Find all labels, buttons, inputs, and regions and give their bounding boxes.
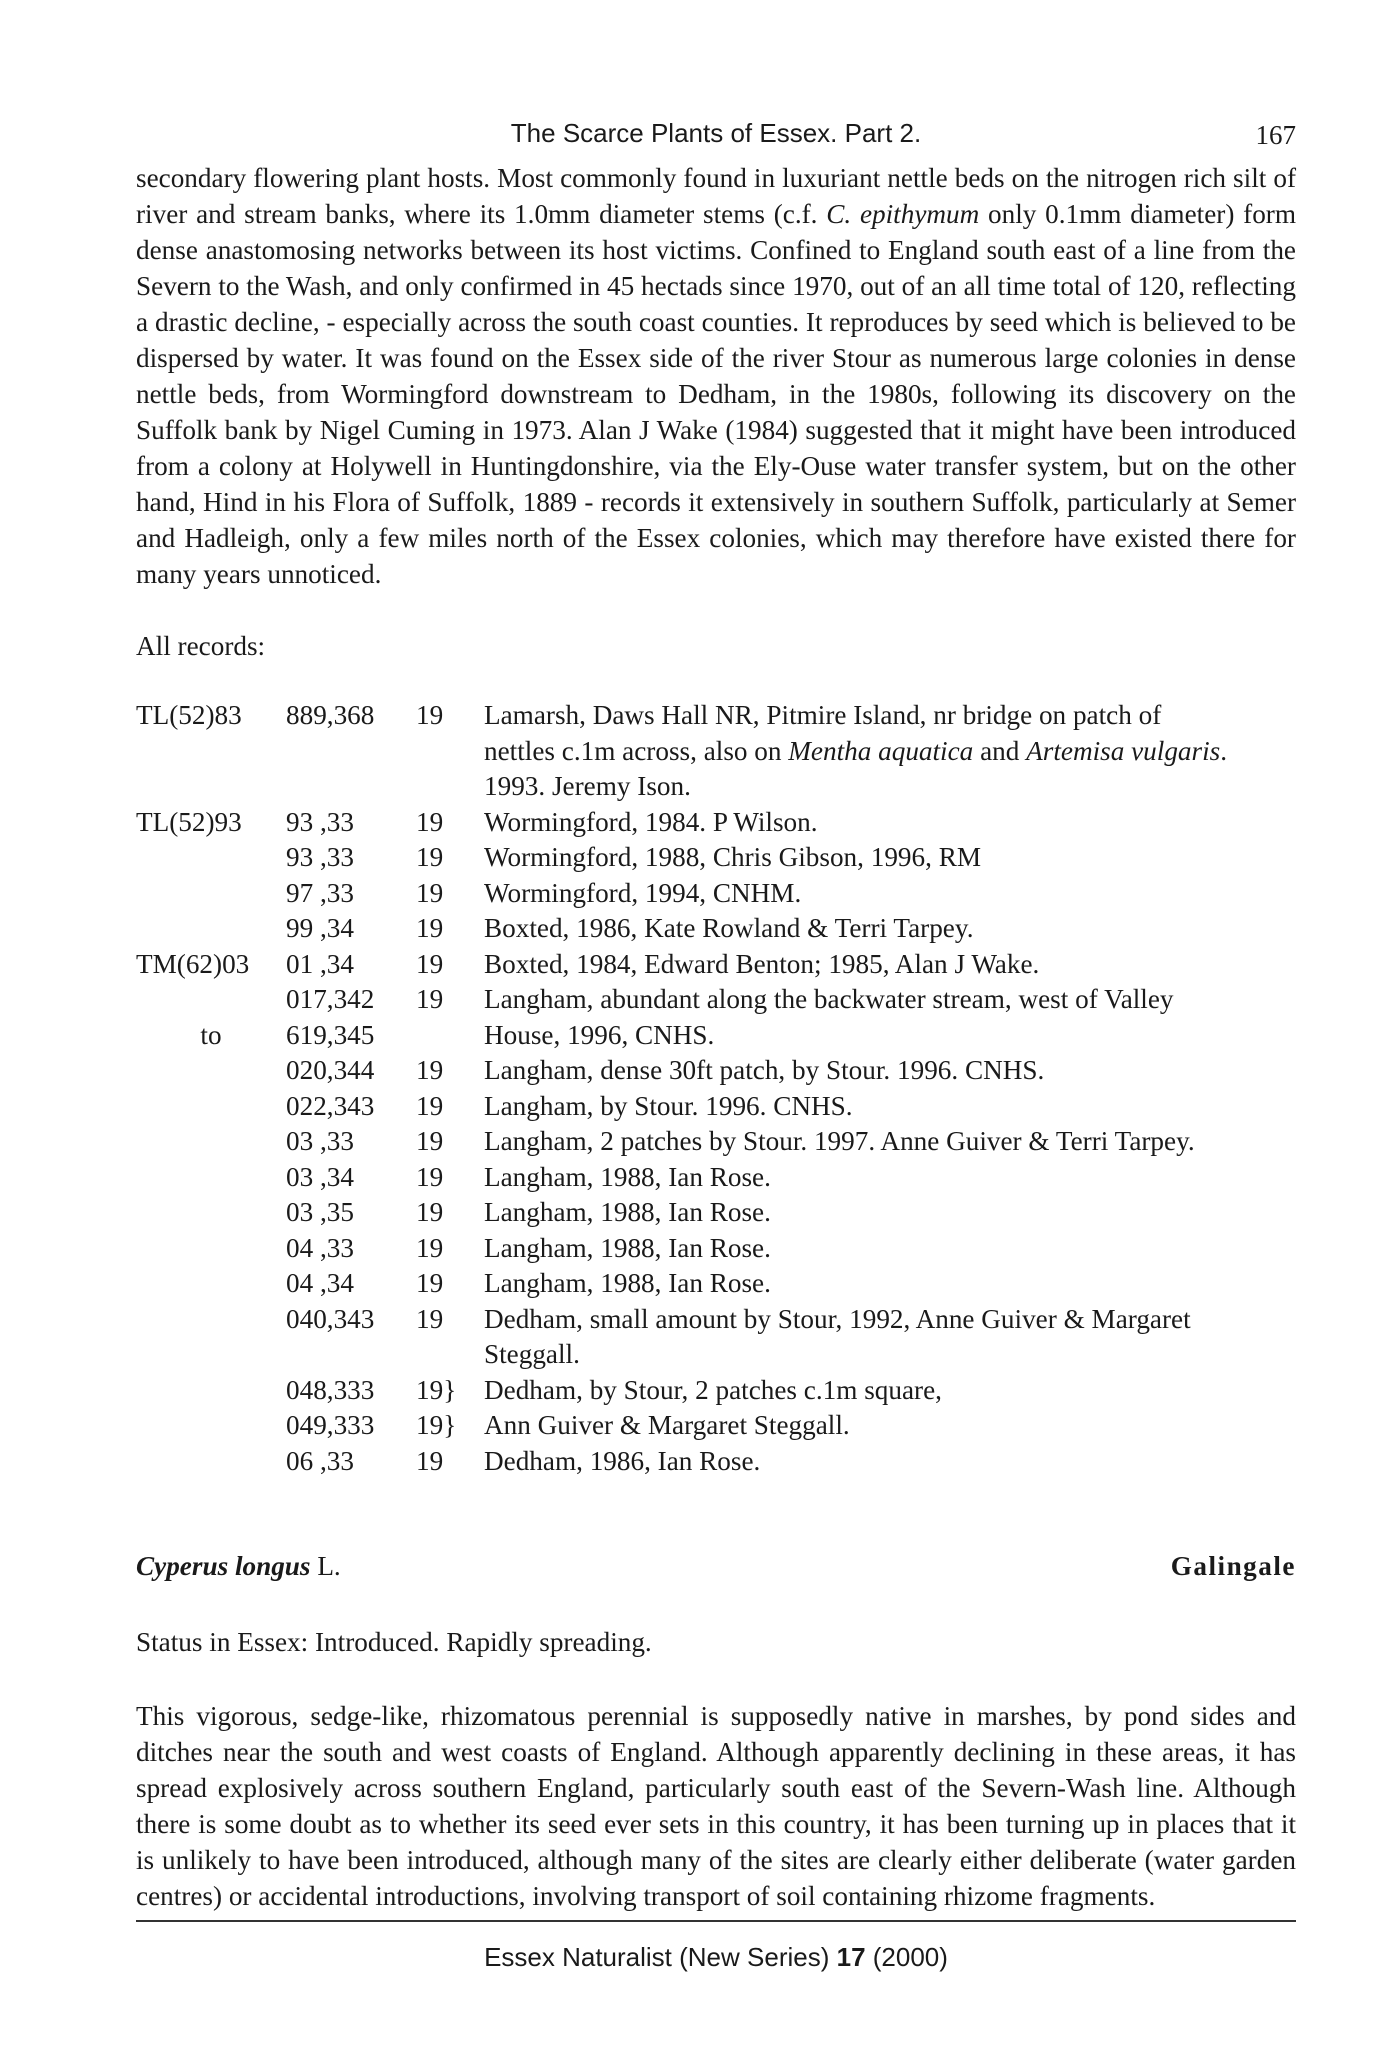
record-text-cell [484, 698, 1296, 805]
grid-ref-cell: 93 ,33 [286, 842, 354, 872]
table-row [136, 1195, 1296, 1231]
vice-county-cell: 19 [416, 1232, 444, 1263]
record-text: nettles c.1m across, also on [484, 735, 789, 766]
record-text-cell: Boxted, 1986, Kate Rowland & Terri Tarpey. [484, 913, 974, 943]
record-text-cell: Langham, 1988, Ian Rose. [484, 1197, 771, 1227]
vice-county-cell: 19 [416, 948, 444, 979]
vice-county-cell: 19 [416, 877, 444, 908]
hectad-cell [136, 876, 286, 912]
page-number: 167 [1255, 120, 1296, 150]
grid-ref-cell: 889,368 [286, 700, 375, 730]
vice-county-cell: 19 [416, 984, 444, 1014]
grid-ref-cell: 04 ,34 [286, 1268, 354, 1298]
record-text: and [973, 735, 1027, 766]
record-text-cell: Ann Guiver & Margaret Steggall. [484, 1410, 850, 1440]
grid-ref-cell: 022,343 [286, 1090, 375, 1121]
grid-ref-cell: 93 ,33 [286, 806, 354, 837]
hectad-cell [136, 1089, 286, 1125]
grid-ref-cell: 03 ,34 [286, 1161, 354, 1192]
vice-county-cell: 19 [416, 700, 444, 730]
record-text-cell: Boxted, 1984, Edward Benton; 1985, Alan J Wake. [484, 948, 1040, 979]
body-paragraph-1 [136, 160, 1296, 592]
grid-ref-cell: 049,333 [286, 1410, 375, 1440]
vice-county-cell: 19 [416, 1161, 444, 1192]
grid-ref-cell: 040,343 [286, 1303, 375, 1334]
hectad-cell: TM(62)03 [136, 948, 250, 979]
vice-county-cell: 19 [416, 913, 444, 943]
grid-ref-cell: 048,333 [286, 1374, 375, 1405]
record-text-cell: Langham, 1988, Ian Rose. [484, 1268, 771, 1298]
vice-county-cell: 19 [416, 1445, 444, 1476]
table-row [136, 1444, 1296, 1480]
record-text: Lamarsh, Daws Hall NR, Pitmire Island, nr bridge on patch of [484, 700, 1162, 730]
records-table [136, 698, 1296, 1479]
vice-county-cell: 19} [416, 1410, 457, 1440]
hectad-cell [136, 1444, 286, 1480]
record-text-cell: Langham, by Stour. 1996. CNHS. [484, 1090, 853, 1121]
vice-county-cell: 19 [416, 1090, 444, 1121]
hectad-cell [136, 1266, 286, 1302]
footer-year: (2000) [865, 1942, 948, 1972]
status-line: Status in Essex: Introduced. Rapidly spreading. [136, 1627, 652, 1657]
record-text: 1993. Jeremy Ison. [484, 771, 691, 801]
grid-ref-cell: 01 ,34 [286, 948, 354, 979]
vice-county-cell: 19 [416, 1126, 444, 1156]
hectad-cell [136, 1124, 286, 1160]
grid-ref-cell: 97 ,33 [286, 877, 354, 908]
table-row [136, 1408, 1296, 1444]
all-records-label: All records: [136, 631, 266, 661]
species-name-italic: Artemisa vulgaris [1026, 735, 1221, 766]
table-row [136, 1302, 1296, 1373]
record-text-cell: Dedham, by Stour, 2 patches c.1m square, [484, 1374, 942, 1405]
hectad-cell [136, 982, 286, 1018]
table-row [136, 1231, 1296, 1267]
record-text: . [1220, 735, 1228, 766]
table-row [136, 911, 1296, 947]
hectad-cell [136, 1408, 286, 1444]
grid-ref-cell: 06 ,33 [286, 1445, 354, 1476]
grid-ref-cell: 03 ,35 [286, 1197, 354, 1227]
vice-county-cell: 19 [416, 1197, 444, 1227]
vice-county-cell: 19 [416, 1303, 444, 1334]
record-text-cell: Langham, 1988, Ian Rose. [484, 1161, 771, 1192]
record-text-cell [484, 1302, 1296, 1373]
document-page [136, 0, 1296, 2067]
hectad-cell [136, 1160, 286, 1196]
species-name-italic: C. epithymum [826, 199, 980, 229]
scientific-name: Cyperus longus [136, 1551, 311, 1581]
record-text-cell: Dedham, 1986, Ian Rose. [484, 1445, 761, 1476]
running-header [136, 116, 1296, 156]
table-row [136, 982, 1296, 1018]
table-row [136, 698, 1296, 805]
record-text-cell: Langham, 1988, Ian Rose. [484, 1232, 771, 1263]
hectad-cell [136, 1373, 286, 1409]
footer-rule [136, 1920, 1296, 1922]
grid-ref-cell: 99 ,34 [286, 913, 354, 943]
authority: L. [310, 1551, 341, 1581]
hectad-cell [136, 1053, 286, 1089]
journal-footer [136, 1942, 1296, 1973]
record-text: Steggall. [484, 1339, 580, 1369]
record-text: Dedham, small amount by Stour, 1992, Anne Guiver & Margaret [484, 1303, 1191, 1334]
table-row [136, 805, 1296, 841]
record-text-cell: Wormingford, 1984. P Wilson. [484, 806, 818, 837]
record-text-cell: Wormingford, 1988, Chris Gibson, 1996, RM [484, 842, 982, 872]
table-row [136, 1160, 1296, 1196]
record-text-cell: Langham, 2 patches by Stour. 1997. Anne Guiver & Terri Tarpey. [484, 1126, 1195, 1156]
record-text-cell: Wormingford, 1994, CNHM. [484, 877, 802, 908]
record-text-cell: Langham, abundant along the backwater stream, west of Valley [484, 984, 1174, 1014]
grid-ref-cell: 619,345 [286, 1019, 375, 1050]
hectad-cell [136, 840, 286, 876]
grid-ref-cell: 03 ,33 [286, 1126, 354, 1156]
hectad-cell [136, 1231, 286, 1267]
table-row [136, 1266, 1296, 1302]
vice-county-cell: 19 [416, 806, 444, 837]
table-row [136, 840, 1296, 876]
hectad-cell [136, 911, 286, 947]
record-text-cell: House, 1996, CNHS. [484, 1019, 715, 1050]
table-row [136, 1373, 1296, 1409]
hectad-cell [136, 1302, 286, 1373]
table-row [136, 1124, 1296, 1160]
table-row [136, 1018, 1296, 1054]
running-title: The Scarce Plants of Essex. Part 2. [510, 118, 922, 148]
vice-county-cell [416, 1018, 484, 1054]
table-row [136, 1053, 1296, 1089]
hectad-cell: TL(52)93 [136, 806, 242, 837]
range-to-cell: to [200, 1019, 222, 1050]
hectad-cell: TL(52)83 [136, 700, 242, 730]
vice-county-cell: 19 [416, 842, 444, 872]
common-name: Galingale [1170, 1551, 1296, 1581]
grid-ref-cell: 020,344 [286, 1055, 375, 1085]
paragraph-text: only 0.1mm diameter) form dense anastomosing networks between its host victims. Confined to England south east of a line from the Severn to the Wash, and only confirmed in 45 hectads since 1970, out of an all time total of 120, reflecting a drastic decline, - especially across the south coast counties. It reproduces by seed which is believed to be dispersed by water. It was found on the Essex side of the river Stour as numerous large colonies in dense nettle beds, from Wormingford downstream to Dedham, in the 1980s, following its discovery on the Suffolk bank by Nigel Cuming in 1973. Alan J Wake (1984) suggested that it might have been introduced from a colony at Holywell in Huntingdonshire, via the Ely-Ouse water transfer system, but on the other hand, Hind in his Flora of Suffolk, 1889 - records it extensively in southern Suffolk, particularly at Semer and Hadleigh, only a few miles north of the Essex colonies, which may therefore have existed there for many years unnoticed. [136, 199, 1297, 589]
footer-volume: 17 [836, 1942, 866, 1972]
record-text-cell: Langham, dense 30ft patch, by Stour. 1996. CNHS. [484, 1055, 1045, 1085]
species-heading [136, 1551, 1296, 1582]
species-name-italic: Mentha aquatica [788, 735, 974, 766]
paragraph-text: secondary flowering plant hosts. Most commonly found in luxuriant nettle beds on the nitrogen rich silt of river and stream banks, where its 1.0mm diameter stems (c.f. [136, 163, 1296, 229]
grid-ref-cell: 017,342 [286, 984, 375, 1014]
vice-county-cell: 19 [416, 1268, 444, 1298]
table-row [136, 1089, 1296, 1125]
hectad-cell [136, 1195, 286, 1231]
grid-ref-cell: 04 ,33 [286, 1232, 354, 1263]
vice-county-cell: 19} [416, 1374, 457, 1405]
table-row [136, 947, 1296, 983]
body-paragraph-2: This vigorous, sedge-like, rhizomatous perennial is supposedly native in marshes, by pond sides and ditches near the south and west coasts of England. Although apparently declining in these areas, it has spread explosively across southern England, particularly south east of the Severn-Wash line. Although there is some doubt as to whether its seed ever sets in this country, it has been turning up in places that it is unlikely to have been introduced, although many of the sites are clearly either deliberate (water garden centres) or accidental introductions, involving transport of soil containing rhizome fragments. [136, 1701, 1296, 1911]
vice-county-cell: 19 [416, 1055, 444, 1085]
footer-journal: Essex Naturalist (New Series) [484, 1942, 837, 1972]
table-row [136, 876, 1296, 912]
